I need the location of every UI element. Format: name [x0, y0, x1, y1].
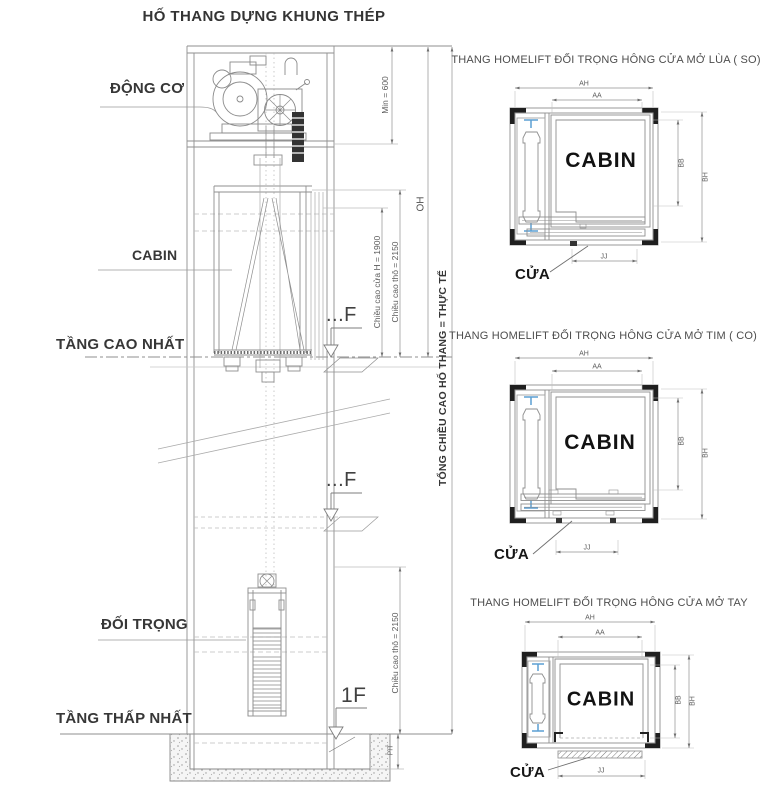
counterweight-rail	[524, 120, 538, 231]
door-leader	[550, 246, 588, 272]
plan-tay-door-label: CỬA	[510, 764, 546, 781]
dim-door-height: Chiều cao cửa H = 1900	[372, 235, 382, 329]
label-highest-floor: TẦNG CAO NHẤT	[56, 336, 185, 353]
plan-co-dim-aa: AA	[592, 363, 602, 371]
plan-so-dim-jj: JJ	[600, 253, 608, 261]
plan-so-door-label: CỬA	[515, 266, 551, 283]
door-leader	[533, 521, 572, 554]
corner-bracket	[642, 229, 658, 245]
plan-so-dim-bb: BB	[678, 158, 686, 168]
counterweight-rail	[524, 397, 538, 508]
floor-marker-upper: ...F	[326, 304, 357, 326]
counterweight-plan	[523, 132, 540, 222]
plan-co-dim-bb: BB	[678, 436, 686, 446]
corner-bracket	[510, 229, 526, 245]
dim-rough-height-lower: Chiều cao thô = 2150	[390, 612, 400, 694]
plan-so-linework	[510, 88, 707, 272]
floor-marker-middle: ...F	[326, 469, 357, 491]
plan-tay-cabin-label: CABIN	[566, 688, 636, 711]
dim-total-height: TỔNG CHIỀU CAO HỐ THANG = THỰC TẾ	[437, 269, 449, 487]
plan-tay-dim-aa: AA	[595, 629, 605, 637]
floor-marker-1f: 1F	[341, 684, 367, 707]
plan-so-dim-ah: AH	[579, 80, 589, 88]
counterweight-elevation	[248, 574, 286, 716]
corner-bracket	[510, 507, 526, 523]
dim-overhead: OH	[415, 196, 427, 212]
plan-so-title: THANG HOMELIFT ĐỐI TRỌNG HÔNG CỬA MỞ LÙA ( SO)	[451, 54, 761, 66]
label-counterweight: ĐỐI TRỌNG	[101, 616, 188, 633]
dim-min-overhead: Min = 600	[380, 76, 390, 114]
counterweight-plan	[523, 409, 540, 499]
door-leader	[548, 757, 590, 770]
plan-co-dim-bh: BH	[702, 448, 710, 458]
floor-marker-middle-graphic	[194, 493, 378, 531]
plan-co-cabin-label: CABIN	[564, 431, 636, 454]
elevation-dimensions	[312, 47, 452, 769]
corner-bracket	[510, 108, 526, 124]
door-jamb	[555, 733, 648, 742]
floor-marker-upper-graphic	[324, 328, 362, 357]
label-lowest-floor: TẦNG THẤP NHẤT	[56, 710, 192, 727]
label-cabin: CABIN	[132, 247, 178, 263]
counterweight-plan	[530, 674, 545, 723]
label-leader-lines	[98, 107, 246, 640]
floor-marker-1f-graphic	[329, 708, 367, 752]
plan-tay-dim-jj: JJ	[597, 767, 605, 775]
pit-concrete	[170, 734, 390, 781]
corner-bracket	[642, 507, 658, 523]
plan-tay-dim-bh: BH	[689, 696, 697, 706]
plan-co-title: THANG HOMELIFT ĐỐI TRỌNG HÔNG CỬA MỞ TIM ( CO)	[449, 330, 757, 342]
page-title: HỐ THANG DỰNG KHUNG THÉP	[142, 8, 386, 25]
plan-co-linework	[510, 358, 707, 555]
plan-tay-dim-bb: BB	[675, 695, 683, 705]
plan-co-door-label: CỬA	[494, 546, 530, 563]
plan-tay-dim-ah: AH	[585, 614, 595, 622]
plan-so-cabin-label: CABIN	[565, 149, 637, 172]
motor-leader	[100, 107, 216, 112]
traveling-cable	[292, 112, 304, 162]
dim-pit: PIT	[387, 744, 395, 756]
plan-so-dim-bh: BH	[702, 172, 710, 182]
door-threshold-hatch	[558, 751, 642, 758]
corner-bracket	[522, 733, 537, 748]
dim-rough-height-upper: Chiều cao thô = 2150	[390, 241, 400, 323]
corner-bracket	[510, 385, 526, 401]
plan-co-dim-jj: JJ	[583, 544, 591, 552]
plan-co-dim-ah: AH	[579, 350, 589, 358]
plan-so-dim-aa: AA	[592, 92, 602, 100]
plan-tay-title: THANG HOMELIFT ĐỐI TRỌNG HÔNG CỬA MỞ TAY	[470, 597, 748, 609]
cabin-elevation	[214, 155, 323, 382]
label-motor: ĐỘNG CƠ	[110, 80, 185, 97]
